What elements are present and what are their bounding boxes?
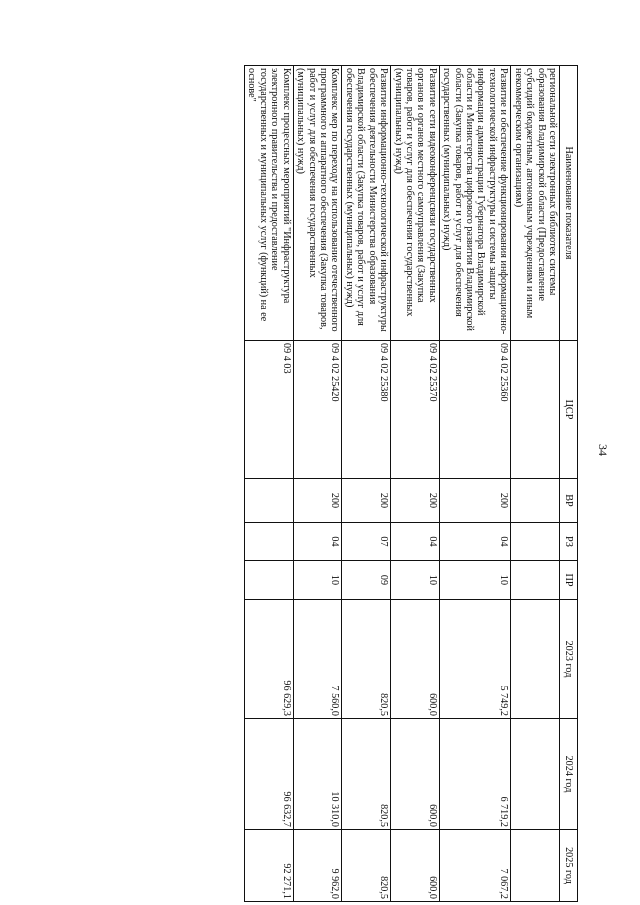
- cell-2024: 6 719,2: [439, 719, 511, 830]
- cell-2023: 96 629,3: [245, 600, 294, 719]
- cell-name: Развитие сети видеоконференцсвязи государственных органов и органов местного самоуправления (Закупка товаров, работ и услуг для обеспечения государственных (муниципальных) нужд): [391, 66, 440, 341]
- cell-rz: 04: [293, 523, 342, 561]
- budget-table: [244, 65, 578, 902]
- header-vr: ВР: [560, 479, 578, 523]
- cell-name: Развитие и обеспечение функционирования информационно-технологической инфраструктуры и системы защиты информации администрации Губернатора Владимирской области и Министерства цифрового развития Владимирской области (Закупка товаров, работ и услуг для обеспечения государственных (муниципальных) нужд): [439, 66, 511, 341]
- cell-2023: [511, 600, 560, 719]
- cell-2025: 9 962,0: [293, 830, 342, 902]
- cell-csr: 09 4 03: [245, 341, 294, 479]
- cell-2023: 820,5: [342, 600, 391, 719]
- cell-name: региональной сети электронных библиотек системы образования Владимирской области (Предоставление субсидий бюджетным, автономным учреждениям и иным некоммерческим организациям): [511, 66, 560, 341]
- cell-csr: 09 4 02 25370: [391, 341, 440, 479]
- table-row: [293, 66, 342, 902]
- cell-vr: 200: [439, 479, 511, 523]
- header-pr: ПР: [560, 561, 578, 600]
- cell-pr: 09: [342, 561, 391, 600]
- cell-vr: 200: [293, 479, 342, 523]
- cell-name: Комплекс процессных мероприятий "Инфраструктура электронного правительства и предоставление государственных и муниципальных услуг (функций) на ее основе": [245, 66, 294, 341]
- table-header-row: [560, 66, 578, 902]
- cell-csr: 09 4 02 25380: [342, 341, 391, 479]
- cell-vr: [511, 479, 560, 523]
- table-row: [439, 66, 511, 902]
- table-row: [342, 66, 391, 902]
- cell-2024: 96 632,7: [245, 719, 294, 830]
- cell-2025: [511, 830, 560, 902]
- header-csr: ЦСР: [560, 341, 578, 479]
- cell-rz: 04: [439, 523, 511, 561]
- table-row: [511, 66, 560, 902]
- cell-csr: 09 4 02 25420: [293, 341, 342, 479]
- header-2024: 2024 год: [560, 719, 578, 830]
- cell-rz: 07: [342, 523, 391, 561]
- cell-vr: 200: [391, 479, 440, 523]
- cell-pr: 10: [391, 561, 440, 600]
- cell-pr: [511, 561, 560, 600]
- cell-2025: 92 271,1: [245, 830, 294, 902]
- cell-csr: [511, 341, 560, 479]
- cell-csr: 09 4 02 25360: [439, 341, 511, 479]
- cell-rz: [511, 523, 560, 561]
- table-row: [391, 66, 440, 902]
- cell-vr: [245, 479, 294, 523]
- header-name: Наименование показателя: [560, 66, 578, 341]
- table-row: [245, 66, 294, 902]
- cell-rz: 04: [391, 523, 440, 561]
- cell-name: Развитие информационно-технологической инфраструктуры обеспечения деятельности Министерства образования Владимирской области (Закупка товаров, работ и услуг для обеспечения государственных (муниципальных) нужд): [342, 66, 391, 341]
- page-number: 34: [596, 444, 610, 456]
- cell-2024: 10 310,0: [293, 719, 342, 830]
- cell-rz: [245, 523, 294, 561]
- cell-2025: 820,5: [342, 830, 391, 902]
- cell-pr: 10: [439, 561, 511, 600]
- header-2023: 2023 год: [560, 600, 578, 719]
- cell-2024: 600,0: [391, 719, 440, 830]
- cell-2024: [511, 719, 560, 830]
- cell-2023: 600,0: [391, 600, 440, 719]
- cell-vr: 200: [342, 479, 391, 523]
- cell-name: Комплекс мер по переходу на использование отечественного программного и аппаратного обеспечения (Закупка товаров, работ и услуг для обеспечения государственных (муниципальных) нужд): [293, 66, 342, 341]
- cell-2024: 820,5: [342, 719, 391, 830]
- cell-2023: 7 560,0: [293, 600, 342, 719]
- cell-pr: 10: [293, 561, 342, 600]
- header-rz: РЗ: [560, 523, 578, 561]
- cell-pr: [245, 561, 294, 600]
- cell-2025: 600,0: [391, 830, 440, 902]
- cell-2025: 7 067,2: [439, 830, 511, 902]
- cell-2023: 5 749,2: [439, 600, 511, 719]
- header-2025: 2025 год: [560, 830, 578, 902]
